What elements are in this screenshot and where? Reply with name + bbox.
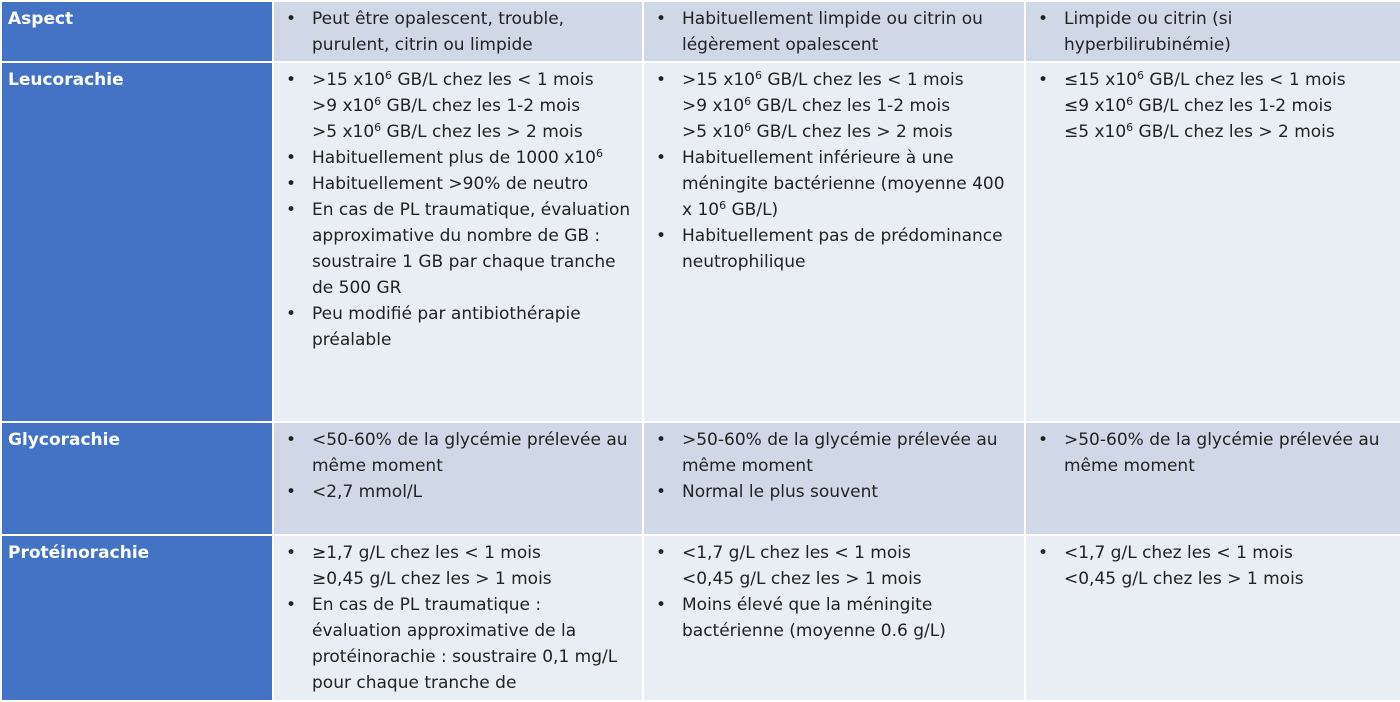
cell [643, 1, 1025, 62]
cell [273, 62, 643, 422]
cell [1025, 422, 1400, 535]
bullet-item: • Normal le plus souvent [652, 479, 1016, 505]
bullet-item: • >50-60% de la glycémie prélevée au même moment [1034, 427, 1392, 479]
cell [273, 1, 643, 62]
cell [1025, 1, 1400, 62]
bullet-item: • Moins élevé que la méningite bactérienne (moyenne 0.6 g/L) [652, 592, 1016, 644]
bullet-item: • Limpide ou citrin (si hyperbilirubinémie) [1034, 6, 1392, 58]
bullet-item: • >50-60% de la glycémie prélevée au même moment [652, 427, 1016, 479]
bullet-item: >9 $x10^6$ GB/L chez les 1-2 mois [682, 95, 951, 116]
cell [643, 535, 1025, 701]
cell [643, 422, 1025, 535]
bullet-item: • <2,7 mmol/L [282, 479, 634, 505]
bullet-item: <0,45 g/L chez les > 1 mois [682, 569, 922, 589]
bullet-item: • ≤15 $x10^6$ GB/L chez les < 1 mois [1034, 67, 1392, 93]
bullet-item: >9 $x10^6$ GB/L chez les 1-2 mois [312, 95, 581, 116]
bullet-item: • <1,7 g/L chez les < 1 mois [1034, 540, 1392, 566]
bullet-item: • En cas de PL traumatique, évaluation approximative du nombre de GB : soustraire 1 GB par chaque tranche de 500 GR [282, 197, 634, 301]
cell [273, 422, 643, 535]
bullet-item: • En cas de PL traumatique : évaluation approximative de la protéinorachie : soustraire 0,1 mg/L pour chaque tranche de [282, 592, 634, 696]
bullet-item: ≤5 $x10^6$ GB/L chez les > 2 mois [1064, 121, 1335, 142]
row-label: Glycorachie [1, 422, 273, 535]
row-glycorachie [1, 422, 1400, 535]
bullet-item: • <1,7 g/L chez les < 1 mois [652, 540, 1016, 566]
bullet-item: • Habituellement limpide ou citrin ou légèrement opalescent [652, 6, 1016, 58]
row-leucorachie [1, 62, 1400, 422]
row-label: Aspect [1, 1, 273, 62]
bullet-item: • <50-60% de la glycémie prélevée au même moment [282, 427, 634, 479]
bullet-item: • Habituellement pas de prédominance neutrophilique [652, 223, 1016, 275]
bullet-item: <0,45 g/L chez les > 1 mois [1064, 569, 1304, 589]
bullet-item: • Habituellement plus de 1000 $x10^6$ [282, 145, 634, 171]
bullet-item: • >15 $x10^6$ GB/L chez les < 1 mois [652, 67, 1016, 93]
cell [1025, 535, 1400, 701]
bullet-item: • >15 $x10^6$ GB/L chez les < 1 mois [282, 67, 634, 93]
cell [273, 535, 643, 701]
bullet-item: • ≥1,7 g/L chez les < 1 mois [282, 540, 634, 566]
row-label: Protéinorachie [1, 535, 273, 701]
cell [1025, 62, 1400, 422]
bullet-item: >5 $x10^6$ GB/L chez les > 2 mois [682, 121, 953, 142]
bullet-item: • Peu modifié par antibiothérapie préalable [282, 301, 634, 353]
row-aspect [1, 1, 1400, 62]
bullet-item: • Peut être opalescent, trouble, purulent, citrin ou limpide [282, 6, 634, 58]
cell [643, 62, 1025, 422]
row-proteinorachie [1, 535, 1400, 701]
bullet-item: >5 $x10^6$ GB/L chez les > 2 mois [312, 121, 583, 142]
bullet-item: • Habituellement inférieure à une méningite bactérienne (moyenne 400 x $10^6$ GB/L) [652, 145, 1016, 223]
bullet-item: ≥0,45 g/L chez les > 1 mois [312, 569, 552, 589]
row-label: Leucorachie [1, 62, 273, 422]
bullet-item: ≤9 $x10^6$ GB/L chez les 1-2 mois [1064, 95, 1333, 116]
bullet-item: • Habituellement >90% de neutro [282, 171, 634, 197]
